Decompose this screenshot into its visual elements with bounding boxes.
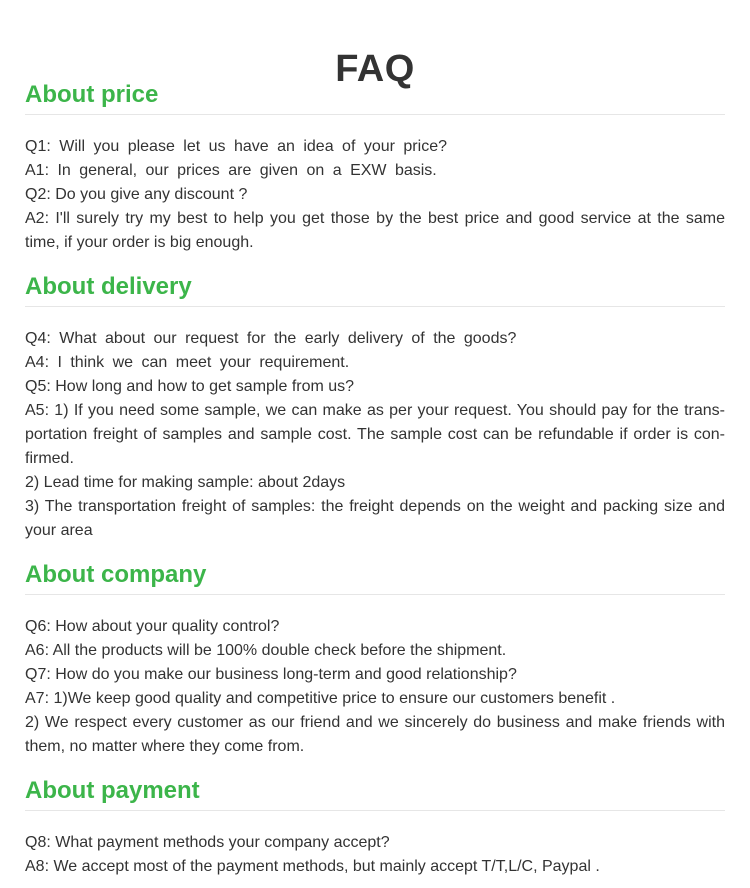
faq-question: Q2: Do you give any discount ? [25, 186, 248, 203]
faq-answer: A1: In general, our prices are given on a EXW basis. [25, 162, 437, 179]
faq-question: Q1: Will you please let us have an idea of your price? [25, 138, 447, 155]
section-divider [25, 306, 725, 307]
section-heading: About company [25, 561, 207, 588]
section-about-payment [25, 776, 725, 879]
faq-question: Q6: How about your quality control? [25, 618, 280, 635]
section-content [25, 831, 725, 879]
page-title: FAQ [335, 48, 415, 91]
section-about-price [25, 80, 725, 255]
section-heading: About payment [25, 777, 200, 804]
faq-question: Q7: How do you make our business long-term and good relationship? [25, 666, 517, 683]
section-divider [25, 594, 725, 595]
faq-answer-detail: 3) The transportation freight of samples: the freight depends on the weight and packing size and your area [25, 498, 725, 539]
faq-answer: A6: All the products will be 100% double check before the shipment. [25, 642, 507, 659]
faq-question: Q8: What payment methods your company accept? [25, 834, 390, 851]
section-divider [25, 810, 725, 811]
faq-answer: A5: 1) If you need some sample, we can make as per your request. You should pay for the trans-portation freight of samples and sample cost. The sample cost can be refundable if order is con-firmed. [25, 402, 725, 467]
faq-answer: A2: I'll surely try my best to help you get those by the best price and good service at the same time, if your order is big enough. [25, 210, 725, 251]
faq-answer-detail: 2) Lead time for making sample: about 2days [25, 474, 346, 491]
faq-answer: A7: 1)We keep good quality and competitive price to ensure our customers benefit . [25, 690, 616, 707]
faq-answer: A8: We accept most of the payment methods, but mainly accept T/T,L/C, Paypal . [25, 858, 600, 875]
faq-question: Q4: What about our request for the early delivery of the goods? [25, 330, 517, 347]
section-content [25, 615, 725, 759]
section-heading: About price [25, 81, 159, 108]
faq-question: Q5: How long and how to get sample from us? [25, 378, 355, 395]
section-about-company [25, 560, 725, 759]
faq-answer-detail: 2) We respect every customer as our friend and we sincerely do business and make friends with them, no matter where they come from. [25, 714, 725, 755]
section-divider [25, 114, 725, 115]
section-content [25, 135, 725, 255]
section-heading: About delivery [25, 273, 192, 300]
section-content [25, 327, 725, 543]
faq-answer: A4: I think we can meet your requirement. [25, 354, 350, 371]
section-about-delivery [25, 272, 725, 543]
